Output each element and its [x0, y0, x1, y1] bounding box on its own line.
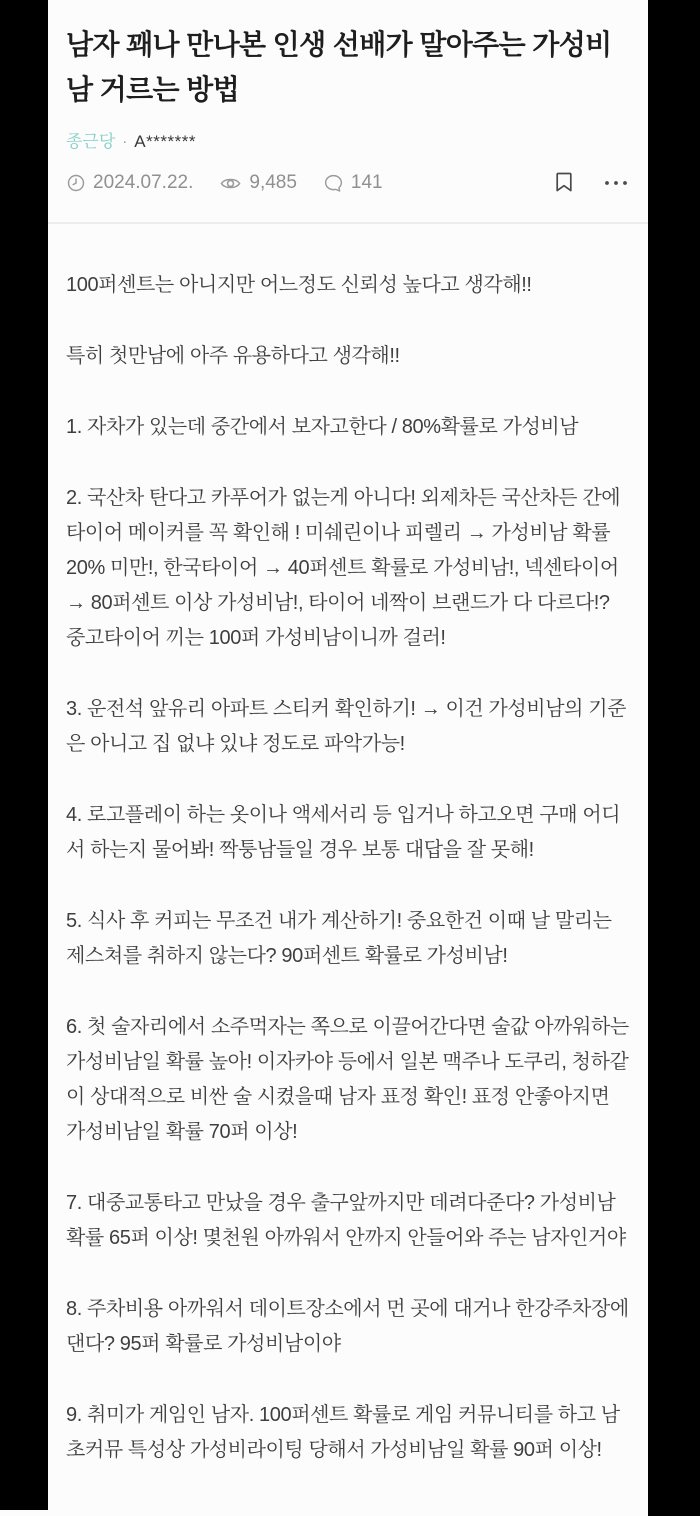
post-paragraph: 1. 자차가 있는데 중간에서 보자고한다 / 80%확률로 가성비남 [66, 415, 579, 438]
clock-icon [66, 173, 86, 193]
meta-row [66, 170, 630, 197]
views-count: 9,485 [249, 172, 297, 193]
post-paragraph: 특히 첫만남에 아주 유용하다고 생각해!! [66, 344, 400, 367]
post-paragraph: 4. 로고플레이 하는 옷이나 액세서리 등 입거나 하고오면 구매 어디서 하는지 물어봐! 짝퉁남들일 경우 보통 대답을 잘 못해! [66, 803, 621, 861]
meta-actions [552, 170, 630, 197]
post-paragraph: 3. 운전석 앞유리 아파트 스티커 확인하기! → 이건 가성비남의 기준은 아니고 집 없냐 있냐 정도로 파악가능! [66, 697, 627, 755]
bookmark-icon [552, 170, 576, 197]
post-paragraph: 100퍼센트는 아니지만 어느정도 신뢰성 높다고 생각해!! [66, 273, 532, 296]
post-date-item [66, 171, 193, 195]
letterbox-bottom-notch [0, 1510, 48, 1516]
author-nickname[interactable]: 종근당 [66, 131, 116, 151]
post-page [48, 0, 648, 1516]
post-paragraph: 9. 취미가 게임인 남자. 100퍼센트 확률로 게임 커뮤니티를 하고 남초커뮤 특성상 가성비라이팅 당해서 가성비남일 확률 90퍼 이상! [66, 1403, 620, 1461]
post-paragraph: 8. 주차비용 아까워서 데이트장소에서 먼 곳에 대거나 한강주차장에 댄다? 95퍼 확률로 가성비남이야 [66, 1297, 629, 1355]
post-body [66, 224, 630, 1468]
comment-bubble-icon [323, 173, 344, 194]
post-paragraph: 2. 국산차 탄다고 카푸어가 없는게 아니다! 외제차든 국산차든 간에 타이어 메이커를 꼭 확인해 ! 미쉐린이나 피렐리 → 가성비남 확률 20% 미만!, 한국타이어 → 40퍼센트 확률로 가성비남!, 넥센타이어→ 80퍼센트 이상 가성비남!, 타이어 네짝이 브랜드가 다 다르다!? 중고타이어 끼는 100퍼 가성비남이니까 걸러! [66, 486, 621, 649]
views-item [219, 171, 297, 195]
bookmark-button[interactable] [552, 170, 576, 197]
post-paragraph: 7. 대중교통타고 만났을 경우 출구앞까지만 데려다준다? 가성비남 확률 65퍼 이상! 몇천원 아까워서 안까지 안들어와 주는 남자인거야 [66, 1191, 626, 1249]
post-date: 2024.07.22. [93, 172, 194, 193]
comments-count: 141 [350, 172, 383, 193]
author-row [66, 131, 630, 153]
more-button[interactable] [602, 176, 630, 191]
post-paragraph: 6. 첫 술자리에서 소주먹자는 쪽으로 이끌어간다면 술값 아까워하는 가성비남일 확률 높아! 이자카야 등에서 일본 맥주나 도쿠리, 청하같이 상대적으로 비싼 술 시켰을때 남자 표정 확인! 표정 안좋아지면 가성비남일 확률 70퍼 이상! [66, 1015, 629, 1143]
eye-icon [219, 172, 242, 195]
author-separator: · [122, 132, 128, 150]
ellipsis-icon [602, 176, 630, 191]
author-masked-id: A******* [134, 131, 196, 151]
post-paragraph: 5. 식사 후 커피는 무조건 내가 계산하기! 중요한건 이때 날 말리는 제스쳐를 취하지 않는다? 90퍼센트 확률로 가성비남! [66, 909, 612, 967]
comments-item [323, 171, 383, 195]
letterbox-left [0, 0, 48, 1510]
page-title: 남자 꽤나 만나본 인생 선배가 말아주는 가성비 남 거르는 방법 [66, 28, 612, 105]
letterbox-right [648, 0, 700, 1516]
